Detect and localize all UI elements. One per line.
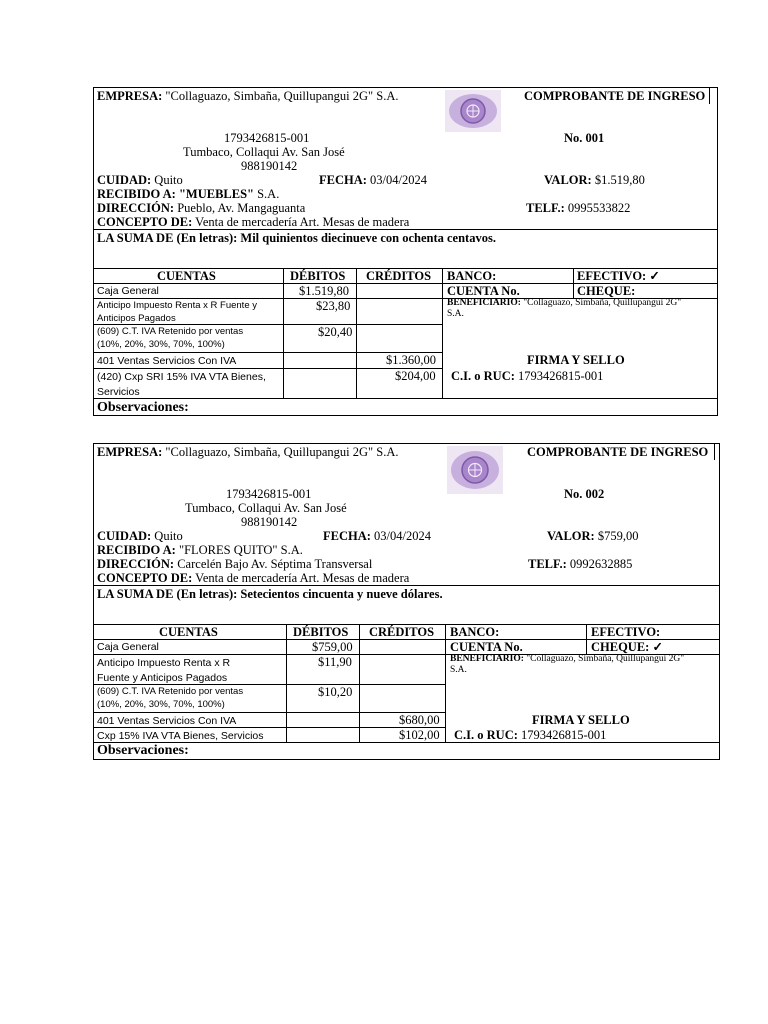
- col-header-cuentas: CUENTAS: [157, 269, 216, 283]
- account-name: Caja General: [97, 641, 159, 653]
- telf-line: [528, 557, 632, 571]
- concepto-value: Venta de mercadería Art. Mesas de madera: [195, 215, 410, 229]
- account-name: Anticipo Impuesto Renta x R Fuente y: [97, 300, 257, 311]
- beneficiario-line: [447, 298, 681, 309]
- cheque-label: CHEQUE: ✓: [591, 640, 663, 654]
- beneficiario-value-cont: S.A.: [450, 665, 467, 675]
- account-name: 401 Ventas Servicios Con IVA: [97, 355, 237, 367]
- fecha-line: [323, 529, 431, 543]
- document-title: COMPROBANTE DE INGRESO: [524, 89, 706, 103]
- recibido-line: [97, 187, 279, 201]
- fecha-label: FECHA:: [323, 529, 371, 543]
- beneficiario-value: "Collaguazo, Simbaña, Quillupangui 2G": [523, 298, 682, 308]
- fecha-value: 03/04/2024: [374, 529, 431, 543]
- valor-value: $1.519,80: [594, 173, 645, 187]
- ciudad-label: CUIDAD:: [97, 173, 152, 187]
- account-name: (609) C.T. IVA Retenido por ventas: [97, 686, 244, 697]
- account-name-cont: (10%, 20%, 30%, 70%, 100%): [97, 699, 225, 710]
- col-header-debitos: DÉBITOS: [293, 625, 349, 639]
- ciudad-value: Quito: [154, 173, 183, 187]
- col-divider: [356, 268, 357, 398]
- ciudad-line: [97, 173, 183, 187]
- credit-amount: $102,00: [399, 728, 440, 742]
- valor-label: VALOR:: [544, 173, 592, 187]
- company-ruc: 1793426815-001: [226, 487, 312, 501]
- debit-amount: $759,00: [312, 640, 353, 654]
- divider: [94, 727, 445, 728]
- divider: [94, 398, 717, 399]
- direccion-line: [97, 557, 372, 571]
- telf-label: TELF.:: [528, 557, 567, 571]
- recibido-label: RECIBIDO A:: [97, 187, 176, 201]
- empresa-line: [97, 89, 399, 103]
- ciudad-line: [97, 529, 183, 543]
- beneficiario-line: [450, 654, 684, 665]
- concepto-label: CONCEPTO DE:: [97, 215, 193, 229]
- direccion-value: Carcelén Bajo Av. Séptima Transversal: [177, 557, 373, 571]
- col-header-debitos: DÉBITOS: [290, 269, 346, 283]
- direccion-line: [97, 201, 305, 215]
- recibido-suffix: S.A.: [277, 543, 303, 557]
- ciudad-value: Quito: [154, 529, 183, 543]
- empresa-label: EMPRESA:: [97, 89, 163, 103]
- company-address: Tumbaco, Collaqui Av. San José: [185, 501, 347, 515]
- voucher-number: No. 002: [564, 487, 605, 501]
- ci-label: C.I. o RUC:: [454, 728, 518, 742]
- account-name-cont: Fuente y Anticipos Pagados: [97, 672, 228, 684]
- valor-line: [544, 173, 645, 187]
- divider: [94, 229, 717, 230]
- col-divider: [573, 268, 574, 298]
- cheque-label: CHEQUE:: [577, 284, 636, 298]
- cuenta-label: CUENTA No.: [450, 640, 523, 654]
- suma-en-letras: LA SUMA DE (En letras): Mil quinientos diecinueve con ochenta centavos.: [97, 231, 496, 245]
- recibido-line: [97, 543, 303, 557]
- company-phone: 988190142: [241, 515, 298, 529]
- col-header-creditos: CRÉDITOS: [369, 625, 435, 639]
- voucher-number: No. 001: [564, 131, 605, 145]
- beneficiario-label: BENEFICIARIO:: [450, 654, 524, 664]
- account-name-cont: Servicios: [97, 386, 140, 398]
- account-name: 401 Ventas Servicios Con IVA: [97, 715, 237, 727]
- company-logo-icon: [444, 89, 502, 133]
- debit-amount: $10,20: [318, 685, 353, 699]
- col-header-creditos: CRÉDITOS: [366, 269, 432, 283]
- banco-label: BANCO:: [447, 269, 497, 283]
- cuenta-label: CUENTA No.: [447, 284, 520, 298]
- debit-amount: $11,90: [318, 655, 352, 669]
- credit-amount: $204,00: [395, 369, 436, 383]
- ciudad-label: CUIDAD:: [97, 529, 152, 543]
- concepto-label: CONCEPTO DE:: [97, 571, 193, 585]
- divider: [94, 585, 719, 586]
- concepto-value: Venta de mercadería Art. Mesas de madera: [195, 571, 410, 585]
- firma-y-sello: FIRMA Y SELLO: [527, 353, 625, 367]
- account-name: (420) Cxp SRI 15% IVA VTA Bienes,: [97, 371, 266, 383]
- col-divider: [445, 624, 446, 742]
- recibido-name: "FLORES QUITO": [178, 543, 278, 557]
- ci-value: 1793426815-001: [518, 369, 604, 383]
- credit-amount: $1.360,00: [386, 353, 436, 367]
- col-divider: [359, 624, 360, 742]
- account-name: Caja General: [97, 285, 159, 297]
- ci-ruc-line: [454, 728, 606, 742]
- ci-ruc-line: [451, 369, 603, 383]
- banco-label: BANCO:: [450, 625, 500, 639]
- col-header-cuentas: CUENTAS: [159, 625, 218, 639]
- debit-amount: $1.519,80: [299, 284, 349, 298]
- divider: [94, 684, 445, 685]
- firma-y-sello: FIRMA Y SELLO: [532, 713, 630, 727]
- recibido-suffix: S.A.: [253, 187, 280, 201]
- document-title: COMPROBANTE DE INGRESO: [527, 445, 709, 459]
- telf-value: 0992632885: [569, 557, 633, 571]
- account-name: Anticipo Impuesto Renta x R: [97, 657, 231, 669]
- divider: [94, 324, 442, 325]
- company-logo-icon: [446, 445, 504, 495]
- direccion-label: DIRECCIÓN:: [97, 201, 175, 215]
- direccion-value: Pueblo, Av. Mangaguanta: [177, 201, 306, 215]
- col-divider: [283, 268, 284, 398]
- telf-label: TELF.:: [526, 201, 565, 215]
- fecha-line: [319, 173, 427, 187]
- debit-amount: $20,40: [318, 325, 353, 339]
- concepto-line: [97, 571, 409, 585]
- credit-amount: $680,00: [399, 713, 440, 727]
- col-divider: [286, 624, 287, 742]
- account-name: Cxp 15% IVA VTA Bienes, Servicios: [97, 730, 264, 742]
- telf-value: 0995533822: [567, 201, 631, 215]
- beneficiario-label: BENEFICIARIO:: [447, 298, 521, 308]
- empresa-label: EMPRESA:: [97, 445, 163, 459]
- efectivo-label: EFECTIVO:: [591, 625, 661, 639]
- col-divider: [586, 624, 587, 654]
- efectivo-label: EFECTIVO: ✓: [577, 269, 660, 283]
- concepto-line: [97, 215, 409, 229]
- title-divider: [709, 88, 710, 104]
- telf-line: [526, 201, 630, 215]
- col-divider: [442, 268, 443, 398]
- ci-label: C.I. o RUC:: [451, 369, 515, 383]
- valor-label: VALOR:: [547, 529, 595, 543]
- empresa-value: "Collaguazo, Simbaña, Quillupangui 2G" S.A.: [165, 89, 399, 103]
- ci-value: 1793426815-001: [521, 728, 607, 742]
- debit-amount: $23,80: [316, 299, 351, 313]
- title-divider: [714, 444, 715, 460]
- voucher-001: [93, 87, 718, 416]
- voucher-002: [93, 443, 720, 760]
- direccion-label: DIRECCIÓN:: [97, 557, 175, 571]
- valor-line: [547, 529, 638, 543]
- account-name-cont: Anticipos Pagados: [97, 313, 176, 324]
- company-ruc: 1793426815-001: [224, 131, 310, 145]
- divider: [94, 368, 442, 369]
- beneficiario-value: "Collaguazo, Simbaña, Quillupangui 2G": [526, 654, 685, 664]
- suma-en-letras: LA SUMA DE (En letras): Setecientos cincuenta y nueve dólares.: [97, 587, 443, 601]
- observaciones-label: Observaciones:: [97, 743, 189, 758]
- empresa-value: "Collaguazo, Simbaña, Quillupangui 2G" S.A.: [165, 445, 399, 459]
- divider: [94, 712, 445, 713]
- company-phone: 988190142: [241, 159, 298, 173]
- account-name-cont: (10%, 20%, 30%, 70%, 100%): [97, 339, 225, 350]
- account-name: (609) C.T. IVA Retenido por ventas: [97, 326, 244, 337]
- valor-value: $759,00: [597, 529, 639, 543]
- empresa-line: [97, 445, 399, 459]
- fecha-value: 03/04/2024: [370, 173, 427, 187]
- recibido-name: "MUEBLES": [178, 187, 254, 201]
- recibido-label: RECIBIDO A:: [97, 543, 176, 557]
- fecha-label: FECHA:: [319, 173, 367, 187]
- company-address: Tumbaco, Collaqui Av. San José: [183, 145, 345, 159]
- observaciones-label: Observaciones:: [97, 400, 189, 415]
- beneficiario-value-cont: S.A.: [447, 309, 464, 319]
